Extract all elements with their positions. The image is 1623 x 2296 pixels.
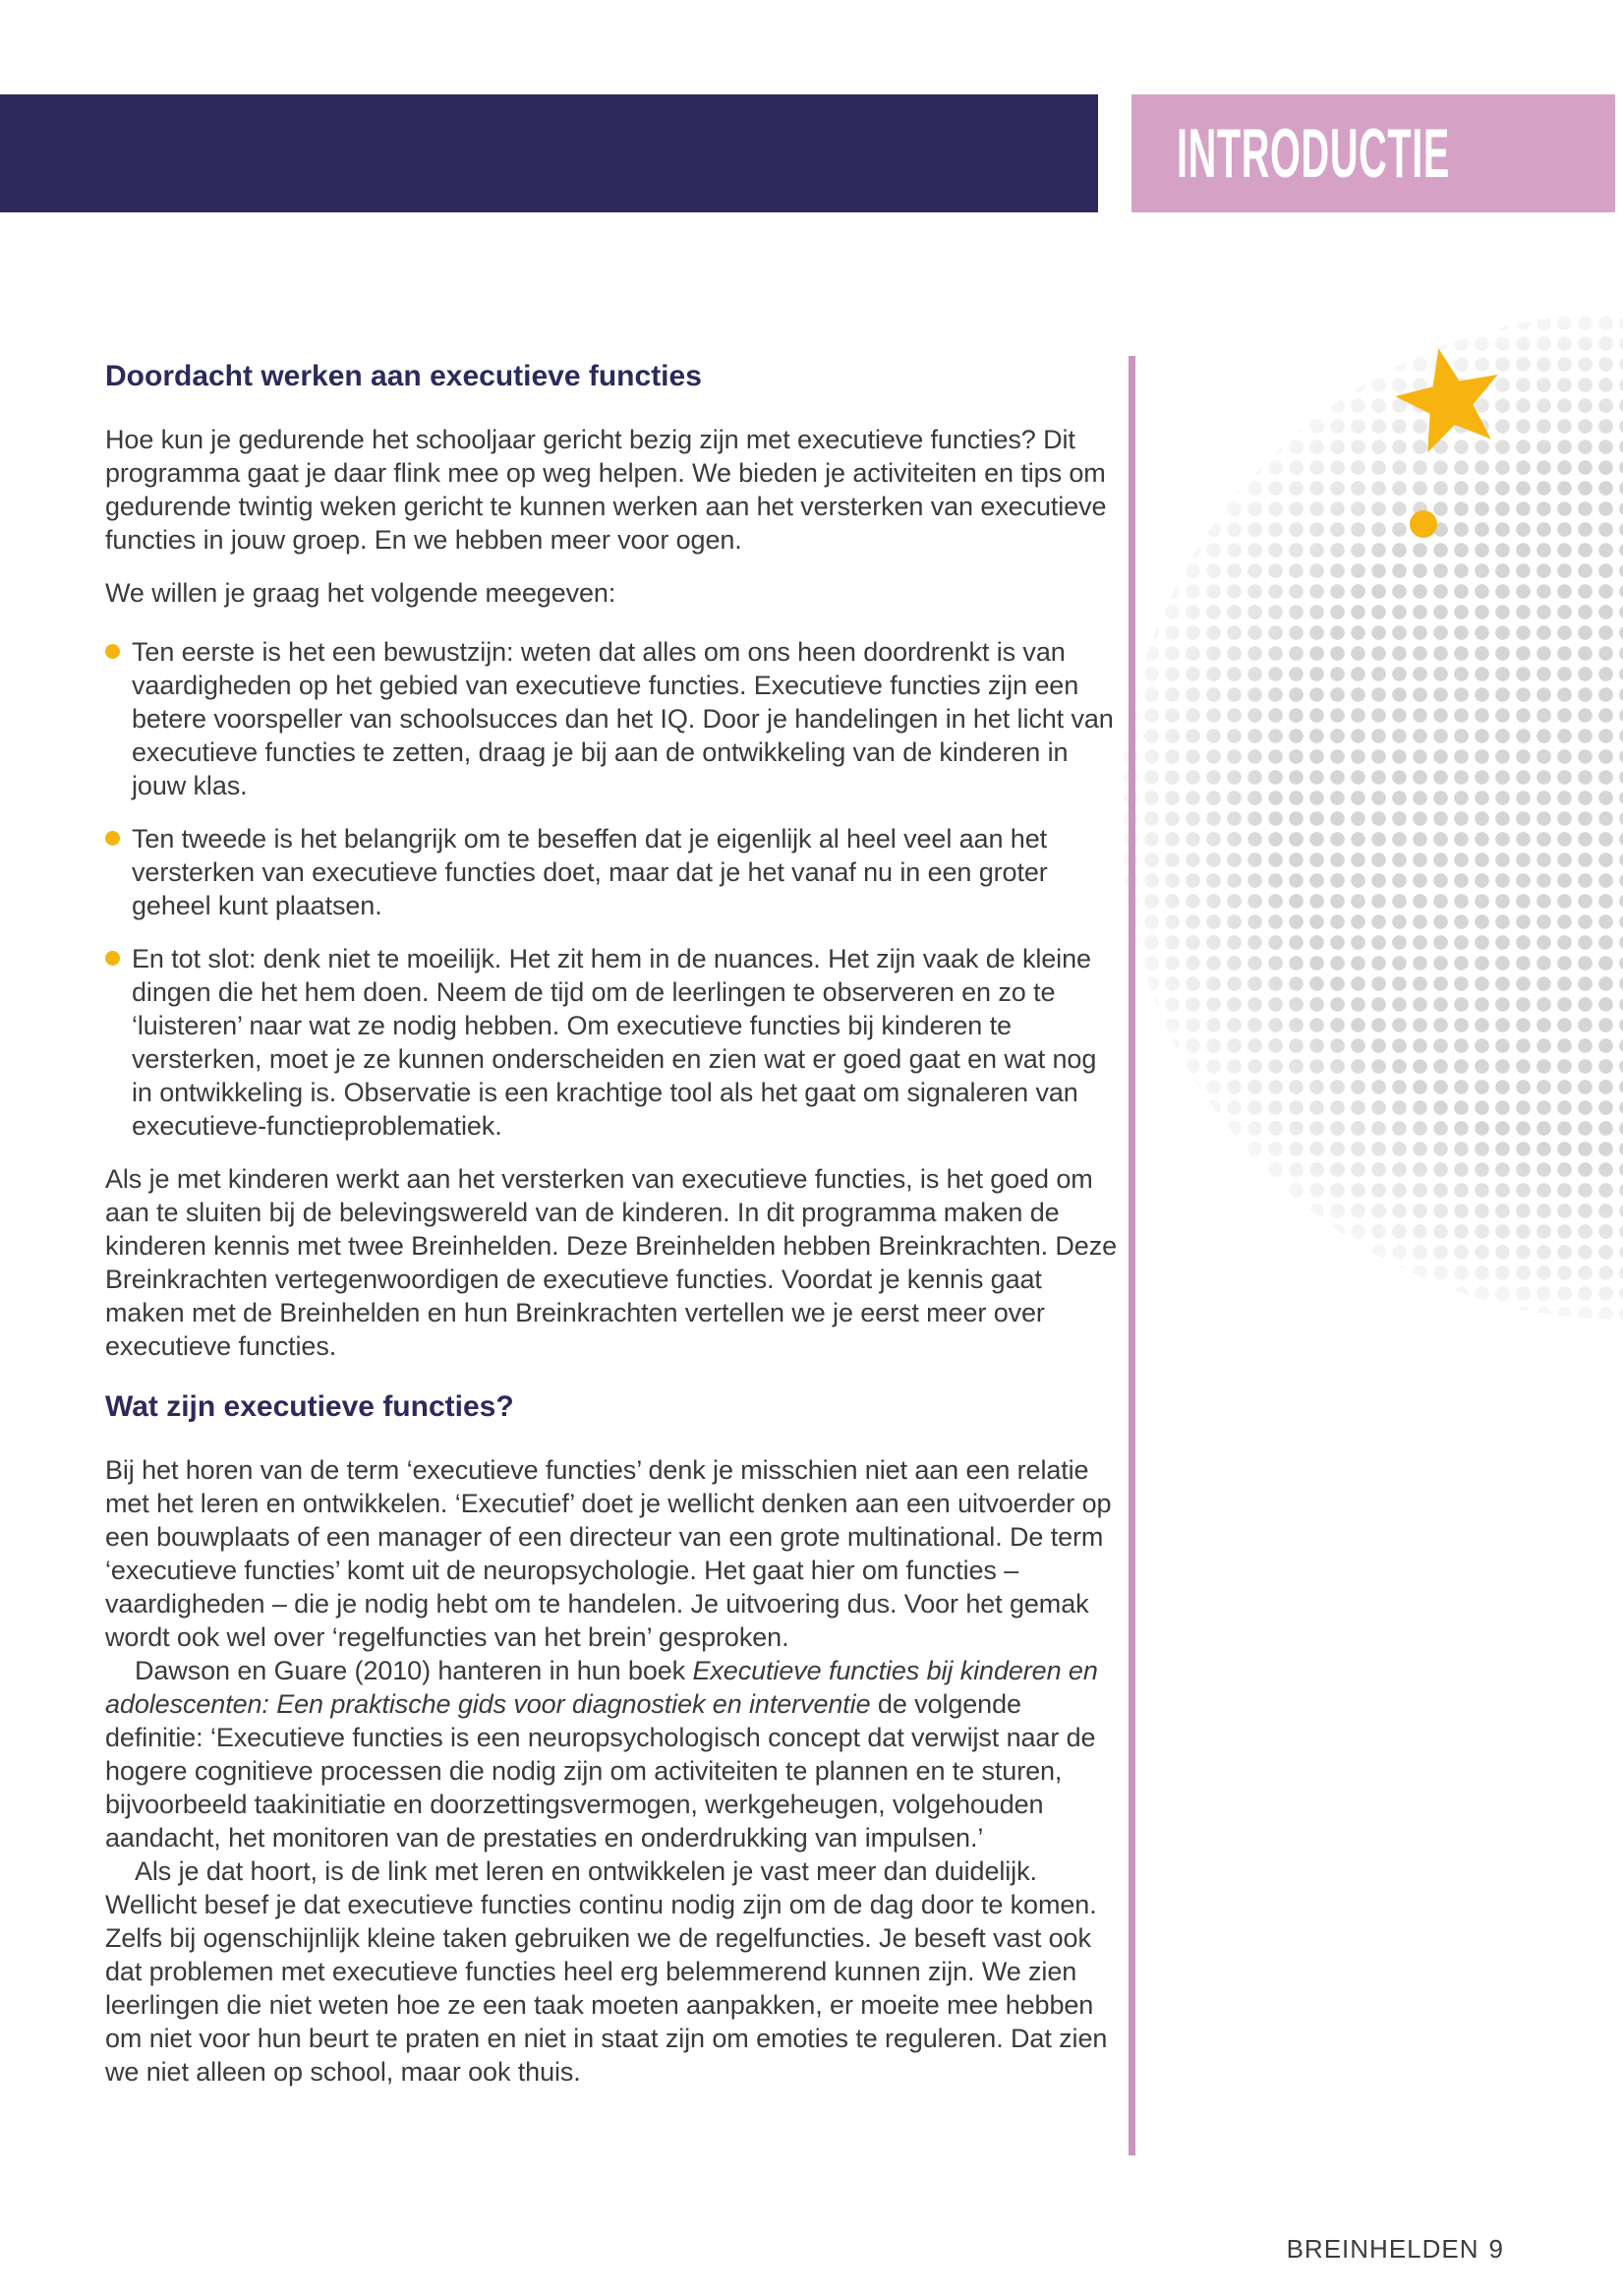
body-paragraph: Als je met kinderen werkt aan het versterken van executieve functies, is het goed om aan te sluiten bij de belevingswereld van de kinderen. In dit programma maken de kinderen kennis met twee Breinhelden. Deze Breinhelden hebben Breinkrachten. Deze Breinkrachten vertegenwoordigen de executieve functies. Voordat je kennis gaat maken met de Breinhelden en hun Breinkrachten vertellen we je eerst meer over executieve functies.: [105, 1164, 1118, 1361]
section-heading: Doordacht werken aan executieve functies: [105, 360, 702, 392]
star-icon: [1384, 334, 1516, 471]
footer-page-number: 9: [1488, 2234, 1504, 2264]
citation-post-text: de volgende definitie: ‘Executieve functies is een neuropsychologisch concept dat verwijst naar de hogere cognitieve processen die nodig zijn om activiteiten te plannen en te sturen, bijvoorbeeld taakinitiatie en doorzettingsvermogen, werkgeheugen, volgehouden aandacht, het monitoren van de prestaties en onderdrukking van impulsen.’: [105, 1689, 1096, 1853]
body-paragraph: Als je dat hoort, is de link met leren en ontwikkelen je vast meer dan duidelijk. Wellicht besef je dat executieve functies continu nodig zijn om de dag door te komen. Zelfs bij ogenschijnlijk kleine taken gebruiken we de regelfuncties. Je beseft vast ook dat problemen met executieve functies heel erg belemmerend kunnen zijn. We zien leerlingen die niet weten hoe ze een taak moeten aanpakken, er moeite mee hebben om niet voor hun beurt te praten en niet in staat zijn om emoties te reguleren. Dat zien we niet alleen op school, maar ook thuis.: [105, 1856, 1108, 2087]
bullet-icon: [105, 644, 120, 659]
halftone-dots-decoration: [1121, 313, 1623, 1320]
bullet-item: [105, 822, 1120, 922]
section-tab: [1131, 94, 1615, 212]
bullet-text: Ten tweede is het belangrijk om te beseffen dat je eigenlijk al heel veel aan het versterken van executieve functies doet, maar dat je het vanaf nu in een groter geheel kunt plaatsen.: [132, 824, 1048, 920]
citation-pre-text: Dawson en Guare (2010) hanteren in hun boek: [135, 1656, 693, 1685]
subsection-heading: Wat zijn executieve functies?: [105, 1390, 514, 1423]
footer-page-label: [1287, 2234, 1504, 2265]
bullet-icon: [105, 831, 120, 846]
body-paragraph-with-citation: [105, 1654, 1120, 1854]
section-tab-label: INTRODUCTIE: [1177, 114, 1450, 193]
bullet-item: [105, 942, 1120, 1143]
header-bar: [0, 94, 1098, 212]
bullet-text: En tot slot: denk niet te moeilijk. Het zit hem in de nuances. Het zijn vaak de kleine dingen die het hem doen. Neem de tijd om de leerlingen te observeren en zo te ‘luisteren’ naar wat ze nodig hebben. Om executieve functies bij kinderen te versterken, moet je ze kunnen onderscheiden en zien wat er goed gaat en wat nog in ontwikkeling is. Observatie is een krachtige tool als het gaat om signaleren van executieve-functieproblematiek.: [132, 944, 1097, 1141]
lead-line: We willen je graag het volgende meegeven:: [105, 578, 616, 608]
bullet-icon: [105, 951, 120, 966]
accent-dot-icon: [1410, 510, 1437, 538]
vertical-divider-line: [1129, 356, 1135, 2155]
bullet-item: [105, 635, 1120, 802]
intro-paragraph: Hoe kun je gedurende het schooljaar gericht bezig zijn met executieve functies? Dit programma gaat je daar flink mee op weg helpen. We bieden je activiteiten en tips om gedurende twintig weken gericht te kunnen werken aan het versterken van executieve functies in jouw groep. En we hebben meer voor ogen.: [105, 425, 1107, 555]
main-content: [105, 360, 1120, 2089]
book-title-italic: Executieve functies bij kinderen en adolescenten: Een praktische gids voor diagnostiek en interventie: [105, 1656, 1098, 1719]
body-paragraph: Bij het horen van de term ‘executieve functies’ denk je misschien niet aan een relatie met het leren en ontwikkelen. ‘Executief’ doet je wellicht denken aan een uitvoerder op een bouwplaats of een manager of een directeur van een grote multinational. De term ‘executieve functies’ komt uit de neuropsychologie. Het gaat hier om functies – vaardigheden – die je nodig hebt om te handelen. Je uitvoering dus. Voor het gemak wordt ook wel over ‘regelfuncties van het brein’ gesproken.: [105, 1455, 1112, 1652]
bullet-list: [105, 635, 1120, 1143]
bullet-text: Ten eerste is het een bewustzijn: weten dat alles om ons heen doordrenkt is van vaardigheden op het gebied van executieve functies. Executieve functies zijn een betere voorspeller van schoolsucces dan het IQ. Door je handelingen in het licht van executieve functies te zetten, draag je bij aan de ontwikkeling van de kinderen in jouw klas.: [132, 637, 1114, 800]
footer-brand: BREINHELDEN: [1286, 2234, 1479, 2264]
